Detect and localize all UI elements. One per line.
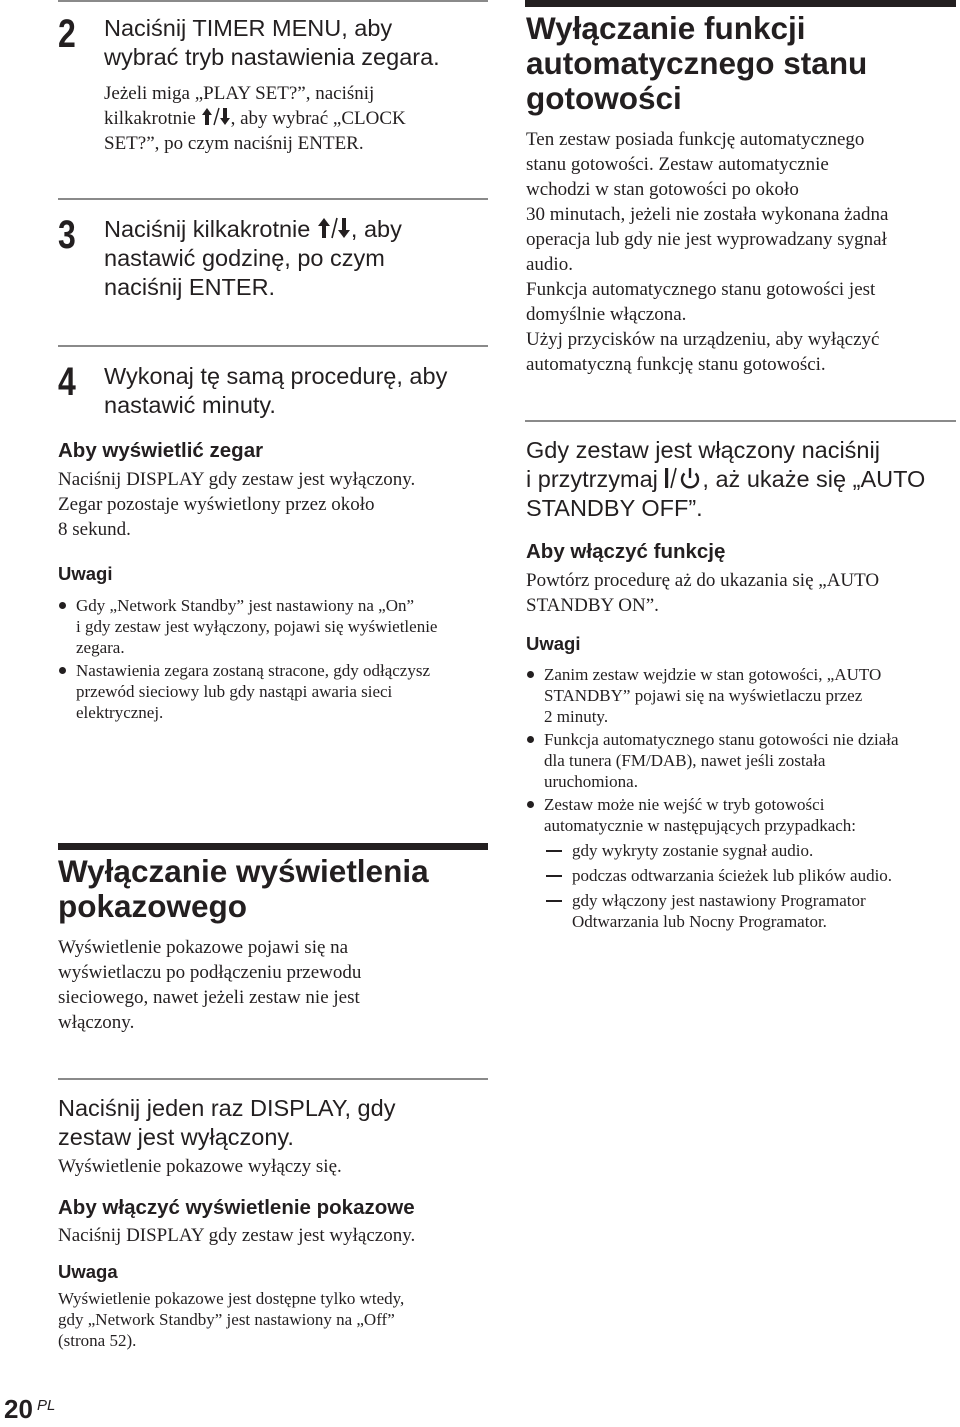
subheading-body: Powtórz procedurę aż do ukazania się „AUTO STANDBY ON”. bbox=[526, 570, 880, 616]
step-heading: Naciśnij kilkakrotnie , aby nastawić godzinę, po czym naciśnij ENTER. bbox=[104, 216, 402, 300]
note-title: Uwaga bbox=[58, 1261, 118, 1282]
list-item: Nastawienia zegara zostaną stracone, gdy odłączysz przewód sieciowy lub gdy nastąpi awaria sieci elektrycznej. bbox=[58, 660, 488, 723]
dash-icon bbox=[546, 850, 562, 852]
step-rule bbox=[58, 198, 488, 200]
instruction-rule bbox=[58, 1078, 488, 1080]
note-body: Wyświetlenie pokazowe jest dostępne tylko wtedy, gdy „Network Standby” jest nastawiony na „Off” (strona 52). bbox=[58, 1289, 405, 1350]
section-body: Ten zestaw posiada funkcję automatycznego stanu gotowości. Zestaw automatycznie wchodzi w stan gotowości po około 30 minutach, jeżeli nie została wykonana żadna operacja lub gdy nie jest wyprowadzany sygnał audio. Funkcja automatycznego stanu gotowości jest domyślnie włączona. Użyj przycisków na urządzeniu, aby wyłączyć automatyczną funkcję stanu gotowości. bbox=[526, 129, 889, 375]
standby-section bbox=[526, 11, 956, 377]
bullet-icon bbox=[59, 667, 66, 674]
list-item: Funkcja automatycznego stanu gotowości nie działa dla tunera (FM/DAB), nawet jeśli została uruchomiona. bbox=[526, 729, 956, 792]
subheading: Aby włączyć funkcję bbox=[526, 540, 726, 563]
instruction: Naciśnij jeden raz DISPLAY, gdy zestaw jest wyłączony. bbox=[58, 1095, 396, 1150]
notes-title: Uwagi bbox=[58, 563, 113, 584]
step-number: 2 bbox=[58, 12, 76, 56]
up-down-arrow-icon bbox=[317, 217, 351, 239]
step-2 bbox=[58, 14, 488, 164]
demo-section bbox=[58, 854, 488, 1035]
notes-list bbox=[526, 664, 956, 932]
step-body: Jeżeli miga „PLAY SET?”, naciśnij kilkakrotnie , aby wybrać „CLOCK SET?”, po czym naciśnij ENTER. bbox=[104, 83, 406, 154]
step-rule bbox=[58, 345, 488, 347]
step-heading: Naciśnij TIMER MENU, aby wybrać tryb nastawienia zegara. bbox=[104, 15, 440, 70]
dash-icon bbox=[546, 875, 562, 877]
bullet-icon bbox=[527, 671, 534, 678]
step-3 bbox=[58, 215, 488, 305]
top-rule-left bbox=[58, 0, 488, 2]
list-item: Zestaw może nie wejść w tryb gotowości automatycznie w następujących przypadkach: bbox=[526, 794, 956, 836]
list-item: Zanim zestaw wejdzie w stan gotowości, „AUTO STANDBY” pojawi się na wyświetlaczu przez 2 minuty. bbox=[526, 664, 956, 727]
sub-list-item: gdy włączony jest nastawiony Programator Odtwarzania lub Nocny Programator. bbox=[526, 890, 956, 932]
show-clock-block bbox=[58, 438, 488, 542]
step-number: 3 bbox=[58, 213, 76, 257]
subheading: Aby włączyć wyświetlenie pokazowe bbox=[58, 1196, 415, 1219]
step-4 bbox=[58, 362, 488, 422]
notes-block bbox=[58, 562, 488, 723]
bullet-icon bbox=[527, 736, 534, 743]
step-number: 4 bbox=[58, 360, 76, 404]
notes-list bbox=[58, 595, 488, 723]
bullet-icon bbox=[527, 801, 534, 808]
notes-title: Uwagi bbox=[526, 633, 581, 654]
section-body: Wyświetlenie pokazowe pojawi się na wyświetlaczu po podłączeniu przewodu sieciowego, nawet jeżeli zestaw nie jest włączony. bbox=[58, 937, 362, 1033]
page-language-code: PL bbox=[37, 1397, 56, 1414]
up-down-arrow-icon bbox=[201, 107, 231, 126]
dash-icon bbox=[546, 900, 562, 902]
sub-list-item: podczas odtwarzania ścieżek lub plików audio. bbox=[526, 865, 956, 886]
page-number: 20 bbox=[4, 1394, 33, 1424]
section-title: Wyłączanie funkcji automatycznego stanu gotowości bbox=[526, 10, 868, 116]
step-heading: Wykonaj tę samą procedurę, aby nastawić minuty. bbox=[104, 363, 448, 418]
instruction: Gdy zestaw jest włączony naciśnij i przytrzymaj , aż ukaże się „AUTO STANDBY OFF”. bbox=[526, 437, 926, 521]
sub-list-item: gdy wykryty zostanie sygnał audio. bbox=[526, 840, 956, 861]
bullet-icon bbox=[59, 602, 66, 609]
standby-off-block bbox=[526, 436, 956, 932]
subheading-body: Naciśnij DISPLAY gdy zestaw jest wyłączony. bbox=[58, 1225, 416, 1246]
section-rule bbox=[525, 0, 956, 7]
subheading: Aby wyświetlić zegar bbox=[58, 439, 264, 462]
demo-off-block bbox=[58, 1094, 488, 1351]
instruction-result: Wyświetlenie pokazowe wyłączy się. bbox=[58, 1156, 342, 1177]
instruction-rule bbox=[525, 420, 956, 422]
power-icon bbox=[664, 467, 702, 489]
section-title: Wyłączanie wyświetlenia pokazowego bbox=[58, 853, 429, 924]
list-item: Gdy „Network Standby” jest nastawiony na „On” i gdy zestaw jest wyłączony, pojawi się wyświetlenie zegara. bbox=[58, 595, 488, 658]
section-rule bbox=[58, 843, 488, 850]
subheading-body: Naciśnij DISPLAY gdy zestaw jest wyłączony. Zegar pozostaje wyświetlony przez około 8 sekund. bbox=[58, 469, 416, 540]
